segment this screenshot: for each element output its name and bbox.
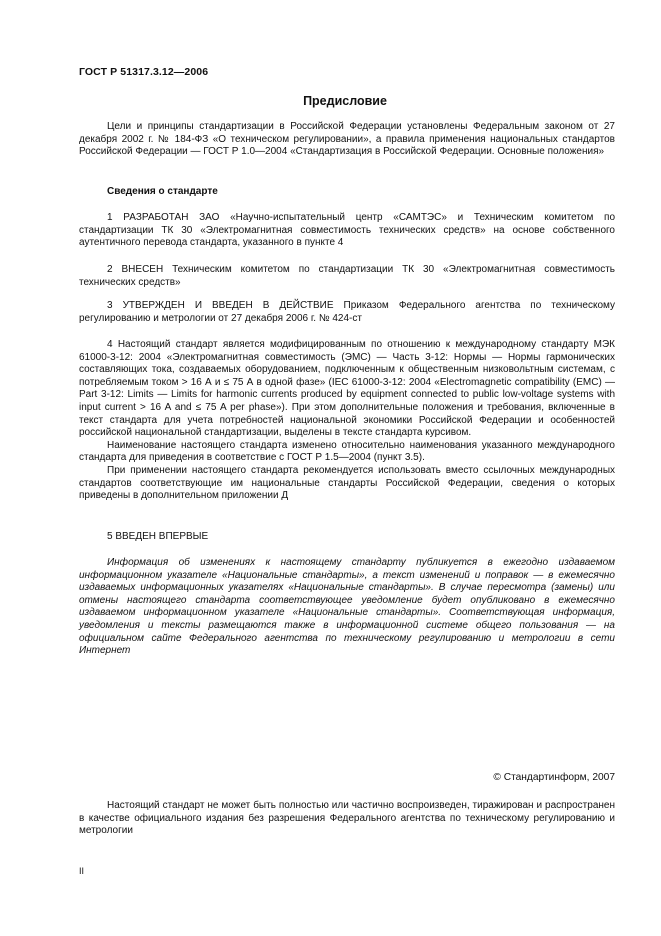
section-heading: Сведения о стандарте <box>107 186 218 197</box>
item-1 <box>79 212 615 250</box>
item-4 <box>79 339 615 503</box>
page-number: II <box>79 866 85 876</box>
intro-paragraph: Цели и принципы стандартизации в Российской Федерации установлены Федеральным законом от 27 декабря 2002 г. № 184-ФЗ «О техническом регулировании», а правила применения национальных стандартов Российской Федерации — ГОСТ Р 1.0—2004 «Стандартизация в Российской Федерации. Основные положения» <box>79 121 615 158</box>
info-notice <box>79 557 615 658</box>
item-2 <box>79 264 615 289</box>
foreword-title: Предисловие <box>303 94 387 108</box>
reproduction-notice-text: Настоящий стандарт не может быть полностью или частично воспроизведен, тиражирован и распространен в качестве официального издания без разрешения Федерального агентства по техническому регулированию и метрологии <box>79 800 615 837</box>
item-2-text: 2 ВНЕСЕН Техническим комитетом по стандартизации ТК 30 «Электромагнитная совместимость технических средств» <box>79 264 615 288</box>
copyright: © Стандартинформ, 2007 <box>493 772 615 783</box>
item-1-text: 1 РАЗРАБОТАН ЗАО «Научно-испытательный центр «САМТЭС» и Техническим комитетом по стандартизации ТК 30 «Электромагнитная совместимость технических средств» на основе собственного аутентичного перевода стандарта, указанного в пункте 4 <box>79 212 615 249</box>
info-notice-text: Информация об изменениях к настоящему стандарту публикуется в ежегодно издаваемом информационном указателе «Национальные стандарты», а текст изменений и поправок — в ежемесячно издаваемых информационных указателях «Национальные стандарты». В случае пересмотра (замены) или отмены настоящего стандарта соответствующее уведомление будет опубликовано в ежемесячно издаваемом информационном указателе «Национальные стандарты». Соответствующая информация, уведомления и тексты размещаются также в информационной системе общего пользования — на официальном сайте Федерального агентства по техническому регулированию и метрологии в сети Интернет <box>79 557 615 657</box>
item-4-references-note: При применении настоящего стандарта рекомендуется использовать вместо ссылочных международных стандартов соответствующие им национальные стандарты Российской Федерации, сведения о которых приведены в дополнительном приложении Д <box>79 464 615 502</box>
item-5: 5 ВВЕДЕН ВПЕРВЫЕ <box>107 531 209 542</box>
item-3-text: 3 УТВЕРЖДЕН И ВВЕДЕН В ДЕЙСТВИЕ Приказом Федерального агентства по техническому регулированию и метрологии от 27 декабря 2006 г. № 424-ст <box>79 300 615 324</box>
item-4-text: 4 Настоящий стандарт является модифицированным по отношению к международному стандарту МЭК 61000-3-12: 2004 «Электромагнитная совместимость (ЭМС) — Часть 3-12: Нормы — Нормы гармонических составляющих тока, создаваемых оборудованием, подключенным к общественным низковольтным системам, с потребляемым током > 16 А и ≤ 75 А в одной фазе» (IEC 61000-3-12: 2004 «Electromagnetic compatibility (EMC) — Part 3-12: Limits — Limits for harmonic currents produced by equipment connected to public low-voltage systems with input current > 16 A and ≤ 75 A per phase»). При этом дополнительные положения и требования, включенные в текст стандарта для учета потребностей национальной экономики Российской Федерации и особенностей российской национальной стандартизации, выделены в тексте стандарта курсивом. <box>79 339 615 439</box>
item-3 <box>79 300 615 325</box>
reproduction-notice <box>79 800 615 838</box>
standard-code-header: ГОСТ Р 51317.3.12—2006 <box>79 66 209 78</box>
foreword-intro <box>79 121 615 159</box>
item-4-title-note: Наименование настоящего стандарта изменено относительно наименования указанного международного стандарта для приведения в соответствие с ГОСТ Р 1.5—2004 (пункт 3.5). <box>79 439 615 464</box>
